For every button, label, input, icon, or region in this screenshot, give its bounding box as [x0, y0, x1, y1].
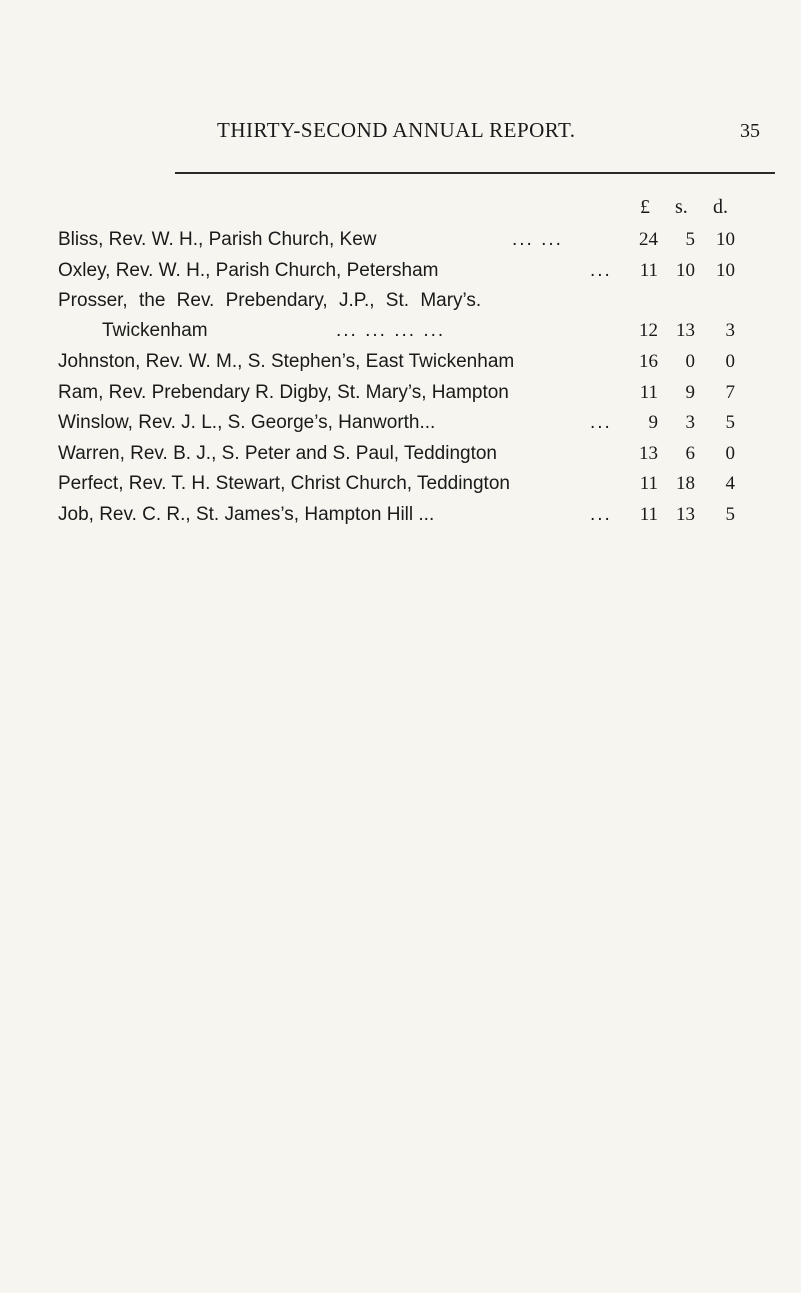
- amount-pence: 5: [725, 504, 735, 525]
- table-row: [0, 351, 801, 379]
- contributor-name: Winslow, Rev. J. L., S. George’s, Hanworth...: [58, 412, 436, 433]
- amount-shillings: 9: [685, 382, 695, 403]
- amount-pounds: 16: [639, 351, 658, 372]
- contributor-name: Johnston, Rev. W. M., S. Stephen’s, East Twickenham: [58, 351, 515, 372]
- leader-dots: ... ...: [512, 229, 563, 250]
- table-row: [0, 473, 801, 501]
- table-row: [0, 412, 801, 440]
- report-title: THIRTY-SECOND ANNUAL REPORT.: [217, 118, 576, 142]
- amount-pence: 3: [725, 320, 735, 341]
- amount-shillings: 6: [685, 443, 695, 464]
- amount-pence: 0: [725, 351, 735, 372]
- page-header: [0, 118, 801, 148]
- header-rule: [175, 172, 775, 174]
- table-row: [0, 504, 801, 532]
- contributor-name: Oxley, Rev. W. H., Parish Church, Petersham: [58, 260, 439, 281]
- contributor-name: Warren, Rev. B. J., S. Peter and S. Paul, Teddington: [58, 443, 497, 464]
- amount-shillings: 0: [685, 351, 695, 372]
- amount-shillings: 18: [676, 473, 695, 494]
- contributor-name: Ram, Rev. Prebendary R. Digby, St. Mary’s, Hampton: [58, 382, 509, 403]
- amount-pounds: 11: [639, 260, 658, 281]
- amount-pence: 10: [716, 229, 735, 250]
- amount-shillings: 5: [685, 229, 695, 250]
- amount-pence: 4: [725, 473, 735, 494]
- table-row: [0, 443, 801, 471]
- table-row: [0, 320, 801, 348]
- amount-pounds: 11: [639, 382, 658, 403]
- contributor-name: Twickenham: [102, 320, 208, 341]
- table-row: [0, 382, 801, 410]
- amount-pounds: 13: [639, 443, 658, 464]
- amount-shillings: 10: [676, 260, 695, 281]
- amount-pence: 7: [725, 382, 735, 403]
- table-row: [0, 290, 801, 318]
- contributor-name: Perfect, Rev. T. H. Stewart, Christ Church, Teddington: [58, 473, 510, 494]
- amount-shillings: 3: [685, 412, 695, 433]
- column-head-shillings: s.: [675, 196, 688, 218]
- amount-pounds: 11: [639, 504, 658, 525]
- amount-shillings: 13: [676, 504, 695, 525]
- column-head-pence: d.: [713, 196, 728, 218]
- amount-pence: 5: [725, 412, 735, 433]
- leader-dots: ... ... ... ...: [336, 320, 446, 341]
- amount-pence: 10: [716, 260, 735, 281]
- leader-dots: ...: [590, 260, 612, 281]
- contributor-name: Bliss, Rev. W. H., Parish Church, Kew: [58, 229, 377, 250]
- page-number: 35: [740, 120, 760, 142]
- column-head-pounds: £: [640, 196, 650, 218]
- amount-pounds: 24: [639, 229, 658, 250]
- contributor-name: Job, Rev. C. R., St. James’s, Hampton Hill ...: [58, 504, 435, 525]
- contributor-name: Prosser, the Rev. Prebendary, J.P., St. Mary’s.: [58, 290, 482, 311]
- leader-dots: ...: [590, 412, 612, 433]
- amount-pence: 0: [725, 443, 735, 464]
- amount-pounds: 9: [648, 412, 658, 433]
- table-row: [0, 260, 801, 288]
- amount-pounds: 11: [639, 473, 658, 494]
- table-row: [0, 229, 801, 257]
- amount-shillings: 13: [676, 320, 695, 341]
- leader-dots: ...: [590, 504, 612, 525]
- amount-pounds: 12: [639, 320, 658, 341]
